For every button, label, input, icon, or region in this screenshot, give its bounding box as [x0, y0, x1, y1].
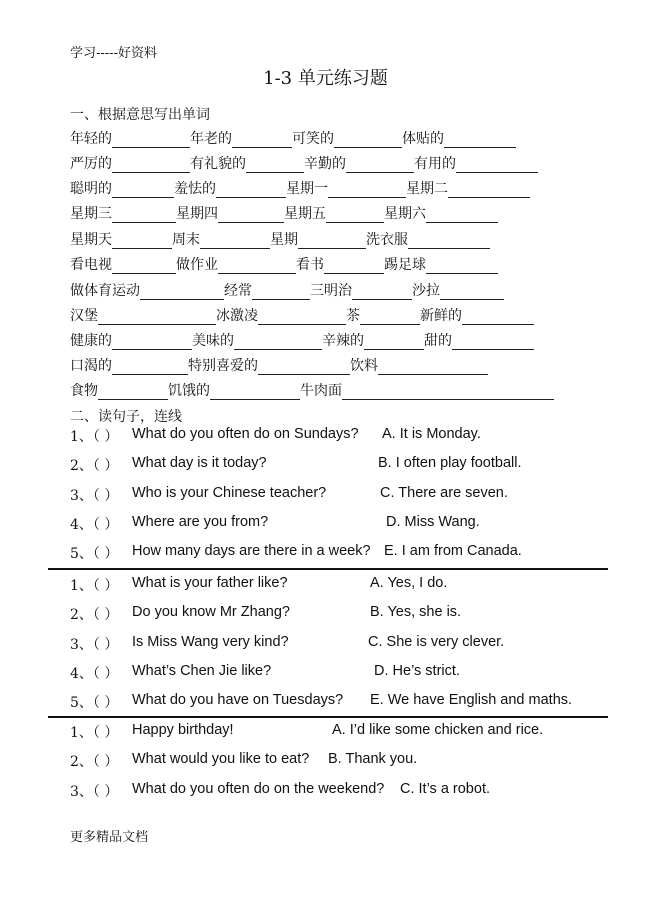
vocab-row	[70, 305, 590, 325]
answer-blank[interactable]	[112, 359, 188, 375]
question-text: Do you know Mr Zhang?	[132, 604, 290, 621]
answer-blank[interactable]	[324, 258, 384, 274]
vocab-word: 星期五	[284, 206, 326, 222]
page-title: 1-3 单元练习题	[263, 68, 388, 89]
vocab-word: 周末	[172, 232, 200, 248]
footer-note: 更多精品文档	[70, 830, 149, 845]
answer-option: A. Yes, I do.	[370, 575, 448, 591]
answer-blank[interactable]	[232, 132, 292, 148]
answer-blank[interactable]	[456, 157, 538, 173]
vocab-word: 聪明的	[70, 181, 112, 197]
answer-blank[interactable]	[218, 207, 284, 223]
answer-blank[interactable]	[452, 334, 534, 350]
vocab-word: 严厉的	[70, 156, 112, 172]
vocab-word: 做作业	[176, 257, 218, 273]
matching-item	[70, 663, 610, 685]
vocab-word: 牛肉面	[300, 383, 342, 399]
answer-blank[interactable]	[98, 384, 168, 400]
vocab-row	[70, 229, 590, 249]
answer-blank[interactable]	[112, 334, 192, 350]
answer-option: D. He’s strict.	[374, 662, 460, 679]
vocab-word: 饥饿的	[168, 383, 210, 399]
group-divider	[48, 568, 608, 570]
item-number[interactable]: 4、（ ）	[70, 665, 119, 682]
question-text: What is your father like?	[132, 575, 288, 591]
item-number[interactable]: 5、（ ）	[70, 546, 119, 563]
answer-blank[interactable]	[334, 132, 402, 148]
answer-blank[interactable]	[140, 284, 224, 300]
answer-blank[interactable]	[234, 334, 322, 350]
answer-blank[interactable]	[352, 284, 412, 300]
answer-blank[interactable]	[462, 309, 534, 325]
question-text: Where are you from?	[132, 513, 269, 530]
vocab-row	[70, 203, 590, 223]
answer-blank[interactable]	[246, 157, 304, 173]
answer-blank[interactable]	[200, 233, 270, 249]
vocab-row	[70, 330, 590, 350]
answer-blank[interactable]	[112, 132, 190, 148]
matching-item	[70, 604, 610, 626]
answer-option: C. It’s a robot.	[400, 780, 490, 797]
item-number[interactable]: 1、（ ）	[70, 725, 119, 741]
vocab-word: 年老的	[190, 131, 232, 147]
question-text: How many days are there in a week?	[132, 543, 371, 560]
vocab-word: 洗衣服	[366, 232, 408, 248]
answer-blank[interactable]	[378, 359, 488, 375]
matching-item	[70, 543, 610, 565]
question-text: What do you have on Tuesdays?	[132, 692, 344, 709]
answer-blank[interactable]	[448, 182, 530, 198]
vocab-word: 星期一	[286, 181, 328, 197]
item-number[interactable]: 2、（ ）	[70, 458, 119, 475]
vocab-word: 看书	[296, 257, 324, 273]
vocab-row	[70, 153, 590, 173]
vocab-word: 饮料	[350, 358, 378, 374]
vocab-word: 羞怯的	[174, 181, 216, 197]
vocab-row	[70, 280, 590, 300]
vocab-row	[70, 128, 590, 148]
answer-option: D. Miss Wang.	[386, 513, 480, 530]
answer-blank[interactable]	[342, 384, 554, 400]
section2-heading: 二、读句子，连线	[70, 409, 182, 425]
answer-blank[interactable]	[440, 284, 504, 300]
vocab-word: 甜的	[424, 333, 452, 349]
answer-option: A. I’d like some chicken and rice.	[332, 722, 544, 738]
answer-option: B. Yes, she is.	[370, 604, 462, 621]
item-number[interactable]: 2、（ ）	[70, 607, 119, 624]
vocab-word: 茶	[346, 308, 360, 324]
group-divider	[48, 716, 608, 718]
vocab-word: 特别喜爱的	[188, 358, 258, 374]
answer-blank[interactable]	[298, 233, 366, 249]
matching-item	[70, 634, 610, 656]
item-number[interactable]: 5、（ ）	[70, 695, 119, 712]
vocab-word: 经常	[224, 283, 252, 299]
vocab-word: 有用的	[414, 156, 456, 172]
item-number[interactable]: 3、（ ）	[70, 783, 119, 800]
answer-blank[interactable]	[112, 182, 174, 198]
answer-option: A. It is Monday.	[382, 426, 481, 442]
answer-blank[interactable]	[360, 309, 420, 325]
vocab-word: 年轻的	[70, 131, 112, 147]
matching-item	[70, 485, 610, 507]
answer-blank[interactable]	[112, 233, 172, 249]
vocab-word: 可笑的	[292, 131, 334, 147]
answer-blank[interactable]	[216, 182, 286, 198]
vocab-row	[70, 254, 590, 274]
answer-option: B. I often play football.	[378, 455, 522, 472]
answer-blank[interactable]	[364, 334, 424, 350]
answer-blank[interactable]	[328, 182, 406, 198]
vocab-word: 踢足球	[384, 257, 426, 273]
answer-blank[interactable]	[112, 258, 176, 274]
vocab-word: 辛辣的	[322, 333, 364, 349]
vocab-word: 星期	[270, 232, 298, 248]
matching-item	[70, 751, 610, 773]
vocab-word: 星期六	[384, 206, 426, 222]
vocab-word: 新鲜的	[420, 308, 462, 324]
item-number[interactable]: 3、（ ）	[70, 487, 119, 504]
vocab-word: 沙拉	[412, 283, 440, 299]
vocab-word: 体贴的	[402, 131, 444, 147]
vocab-word: 口渴的	[70, 358, 112, 374]
answer-blank[interactable]	[444, 132, 516, 148]
question-text: Who is your Chinese teacher?	[132, 484, 327, 501]
answer-option: B. Thank you.	[328, 751, 418, 768]
answer-blank[interactable]	[258, 309, 346, 325]
answer-blank[interactable]	[408, 233, 490, 249]
answer-blank[interactable]	[258, 359, 350, 375]
vocab-word: 三明治	[310, 283, 352, 299]
answer-option: C. There are seven.	[380, 484, 508, 501]
question-text: What would you like to eat?	[132, 751, 310, 768]
vocab-word: 星期四	[176, 206, 218, 222]
vocab-row	[70, 355, 590, 375]
answer-blank[interactable]	[326, 207, 384, 223]
question-text: Is Miss Wang very kind?	[132, 633, 289, 650]
answer-blank[interactable]	[218, 258, 296, 274]
matching-item	[70, 781, 610, 803]
vocab-word: 做体育运动	[70, 283, 140, 299]
matching-item	[70, 722, 610, 744]
vocab-word: 看电视	[70, 257, 112, 273]
answer-blank[interactable]	[252, 284, 310, 300]
vocab-word: 星期三	[70, 206, 112, 222]
vocab-word: 汉堡	[70, 308, 98, 324]
section1-heading: 一、根据意思写出单词	[70, 107, 210, 123]
answer-blank[interactable]	[346, 157, 414, 173]
matching-item	[70, 575, 610, 597]
matching-item	[70, 426, 610, 448]
answer-option: E. We have English and maths.	[370, 692, 573, 709]
matching-item	[70, 455, 610, 477]
vocab-row	[70, 380, 590, 400]
answer-option: E. I am from Canada.	[384, 543, 522, 560]
question-text: What do you often do on the weekend?	[132, 780, 385, 797]
item-number[interactable]: 1、（ ）	[70, 429, 119, 445]
question-text: What’s Chen Jie like?	[132, 662, 272, 679]
matching-item	[70, 692, 610, 714]
matching-item	[70, 514, 610, 536]
vocab-word: 美味的	[192, 333, 234, 349]
answer-blank[interactable]	[210, 384, 300, 400]
question-text: What day is it today?	[132, 455, 267, 472]
vocab-word: 星期二	[406, 181, 448, 197]
answer-blank[interactable]	[112, 207, 176, 223]
answer-blank[interactable]	[426, 258, 498, 274]
vocab-word: 星期天	[70, 232, 112, 248]
item-number[interactable]: 4、（ ）	[70, 516, 119, 533]
question-text: What do you often do on Sundays?	[132, 426, 359, 442]
question-text: Happy birthday!	[132, 722, 234, 738]
header-note: 学习-----好资料	[70, 46, 157, 61]
vocab-word: 健康的	[70, 333, 112, 349]
vocab-word: 有礼貌的	[190, 156, 246, 172]
answer-option: C. She is very clever.	[368, 633, 505, 650]
answer-blank[interactable]	[98, 309, 216, 325]
vocab-row	[70, 178, 590, 198]
vocab-word: 辛勤的	[304, 156, 346, 172]
answer-blank[interactable]	[112, 157, 190, 173]
item-number[interactable]: 1、（ ）	[70, 578, 119, 594]
vocab-word: 食物	[70, 383, 98, 399]
item-number[interactable]: 2、（ ）	[70, 754, 119, 771]
answer-blank[interactable]	[426, 207, 498, 223]
vocab-word: 冰激凌	[216, 308, 258, 324]
item-number[interactable]: 3、（ ）	[70, 636, 119, 653]
